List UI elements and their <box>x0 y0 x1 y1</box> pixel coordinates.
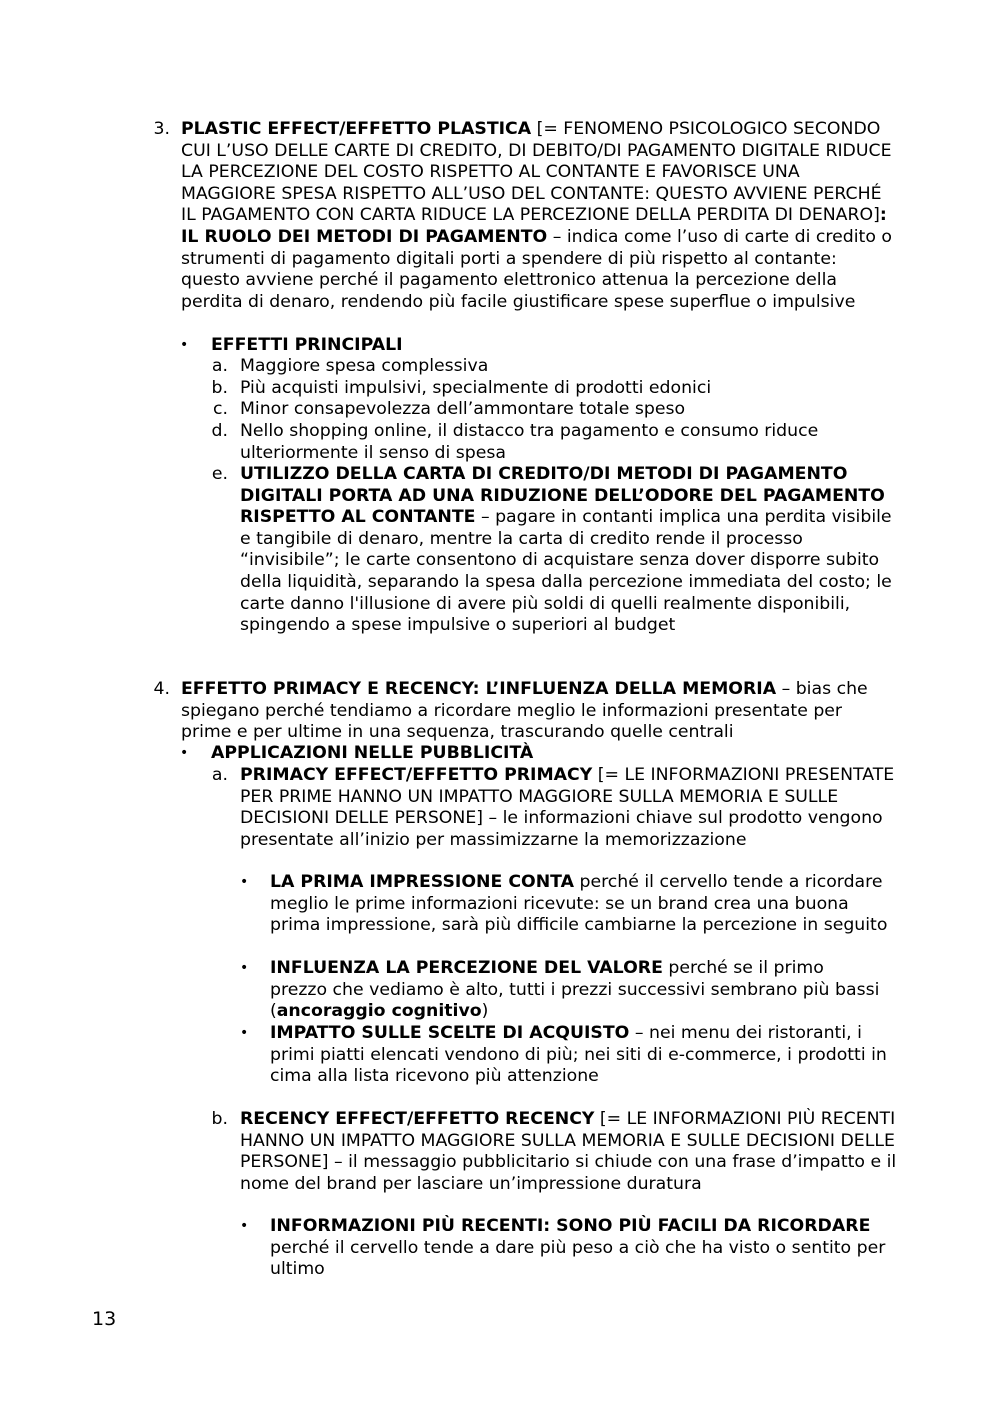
item-4a-text: [= LE INFORMAZIONI PRESENTATE PER PRIME HANNO UN IMPATTO MAGGIORE SULLA MEMORIA E SULLE DECISIONI DELLE PERSONE] – le informazioni chiave sul prodotto vengono presentate all’inizio per massimizzarne la memorizzazione <box>240 765 895 850</box>
item-4b-title: RECENCY EFFECT/EFFETTO RECENCY <box>240 1109 595 1129</box>
bullet-icon: • <box>240 1218 249 1234</box>
item-3-marker: 3. <box>153 119 170 139</box>
item-3c-marker: c. <box>213 399 228 419</box>
bullet-icon: • <box>240 960 249 976</box>
item-4a-bullet-2: INFLUENZA LA PERCEZIONE DEL VALORE perché se il primo prezzo che vediamo è alto, tutti i prezzi successivi sembrano più bassi (ancoraggio cognitivo) <box>270 958 880 1022</box>
item-4-marker: 4. <box>153 679 170 699</box>
item-3c-text: Minor consapevolezza dell’ammontare totale speso <box>240 399 686 419</box>
item-4a-title: PRIMACY EFFECT/EFFETTO PRIMACY <box>240 765 593 785</box>
item-4a-bullet-3: IMPATTO SULLE SCELTE DI ACQUISTO – nei menu dei ristoranti, i primi piatti elencati vendono di più; nei siti di e-commerce, i prodotti in cima alla lista ricevono più attenzione <box>270 1023 887 1087</box>
item-4b-text: [= LE INFORMAZIONI PIÙ RECENTI HANNO UN IMPATTO MAGGIORE SULLA MEMORIA E SULLE DECISIONI DELLE PERSONE] – il messaggio pubblicitario si chiude con una frase d’impatto e il nome del brand per lasciare un’impressione duratura <box>240 1109 897 1194</box>
item-3-subtitle: : IL RUOLO DEI METODI DI PAGAMENTO <box>181 205 887 247</box>
item-3a-text: Maggiore spesa complessiva <box>240 356 489 376</box>
item-4b-bullet-1: INFORMAZIONI PIÙ RECENTI: SONO PIÙ FACILI DA RICORDARE perché il cervello tende a dare più peso a ciò che ha visto o sentito per ultimo <box>270 1216 886 1280</box>
item-3-bullet-heading: EFFETTI PRINCIPALI <box>211 335 403 355</box>
item-3b-text: Più acquisti impulsivi, specialmente di prodotti edonici <box>240 378 712 398</box>
item-3-definition: [= FENOMENO PSICOLOGICO SECONDO CUI L’USO DELLE CARTE DI CREDITO, DI DEBITO/DI PAGAMENTO DIGITALE RIDUCE LA PERCEZIONE DEL COSTO RISPETTO AL CONTANTE E FAVORISCE UNA MAGGIORE SPESA RISPETTO ALL’USO DEL CONTANTE: QUESTO AVVIENE PERCHÉ IL PAGAMENTO CON CARTA RIDUCE LA PERCEZIONE DELLA PERDITA DI DENARO] <box>181 119 892 226</box>
item-4b-marker: b. <box>211 1109 228 1129</box>
item-3e-bold: UTILIZZO DELLA CARTA DI CREDITO/DI METODI DI PAGAMENTO DIGITALI PORTA AD UNA RIDUZIONE DELL’ODORE DEL PAGAMENTO RISPETTO AL CONTANTE <box>240 464 885 528</box>
item-4-title: EFFETTO PRIMACY E RECENCY: L’INFLUENZA DELLA MEMORIA <box>181 679 777 699</box>
item-3-title: PLASTIC EFFECT/EFFETTO PLASTICA <box>181 119 532 139</box>
item-3-text: – indica come l’uso di carte di credito o strumenti di pagamento digitali porti a spendere di più rispetto al contante: questo avviene perché il pagamento elettronico attenua la percezione della perdita di denaro, rendendo più facile giustificare spese superflue o impulsive <box>181 226 892 312</box>
item-3b-marker: b. <box>211 378 228 398</box>
item-3e-text <box>240 464 900 637</box>
item-3e-marker: e. <box>211 464 228 484</box>
item-4-bullet-heading: APPLICAZIONI NELLE PUBBLICITÀ <box>211 743 534 763</box>
page-number: 13 <box>92 1308 117 1330</box>
item-3e-body: – pagare in contanti implica una perdita visibile e tangibile di denaro, mentre la carta di credito rende il processo “invisibile”; le carte consentono di acquistare senza dover disporre subito della liquidità, separando la spesa dalla percezione immediata del costo; le carte danno l'illusione di avere più soldi di quelli realmente disponibili, spingendo a spese impulsive o superiori al budget <box>240 507 892 636</box>
item-4-text: – bias che spiegano perché tendiamo a ricordare meglio le informazioni presentate per prime e per ultime in una sequenza, trascurando quelle centrali <box>181 679 868 743</box>
item-3d-text: Nello shopping online, il distacco tra pagamento e consumo riduce ulteriormente il senso di spesa <box>240 421 819 463</box>
item-3d-marker: d. <box>211 421 228 441</box>
item-4a-paragraph <box>240 765 904 851</box>
item-3-paragraph <box>181 119 893 313</box>
item-3a-marker: a. <box>211 356 228 376</box>
bullet-icon: • <box>240 874 249 890</box>
item-4-paragraph <box>181 679 897 744</box>
bullet-icon: • <box>240 1025 249 1041</box>
bullet-icon: • <box>180 337 189 353</box>
bullet-icon: • <box>180 745 189 761</box>
item-4a-bullet-1: LA PRIMA IMPRESSIONE CONTA perché il cervello tende a ricordare meglio le prime informazioni ricevute: se un brand crea una buona prima impressione, sarà più difficile cambiarne la percezione in seguito <box>270 872 888 936</box>
item-4a-marker: a. <box>211 765 228 785</box>
item-4b-paragraph <box>240 1109 900 1195</box>
